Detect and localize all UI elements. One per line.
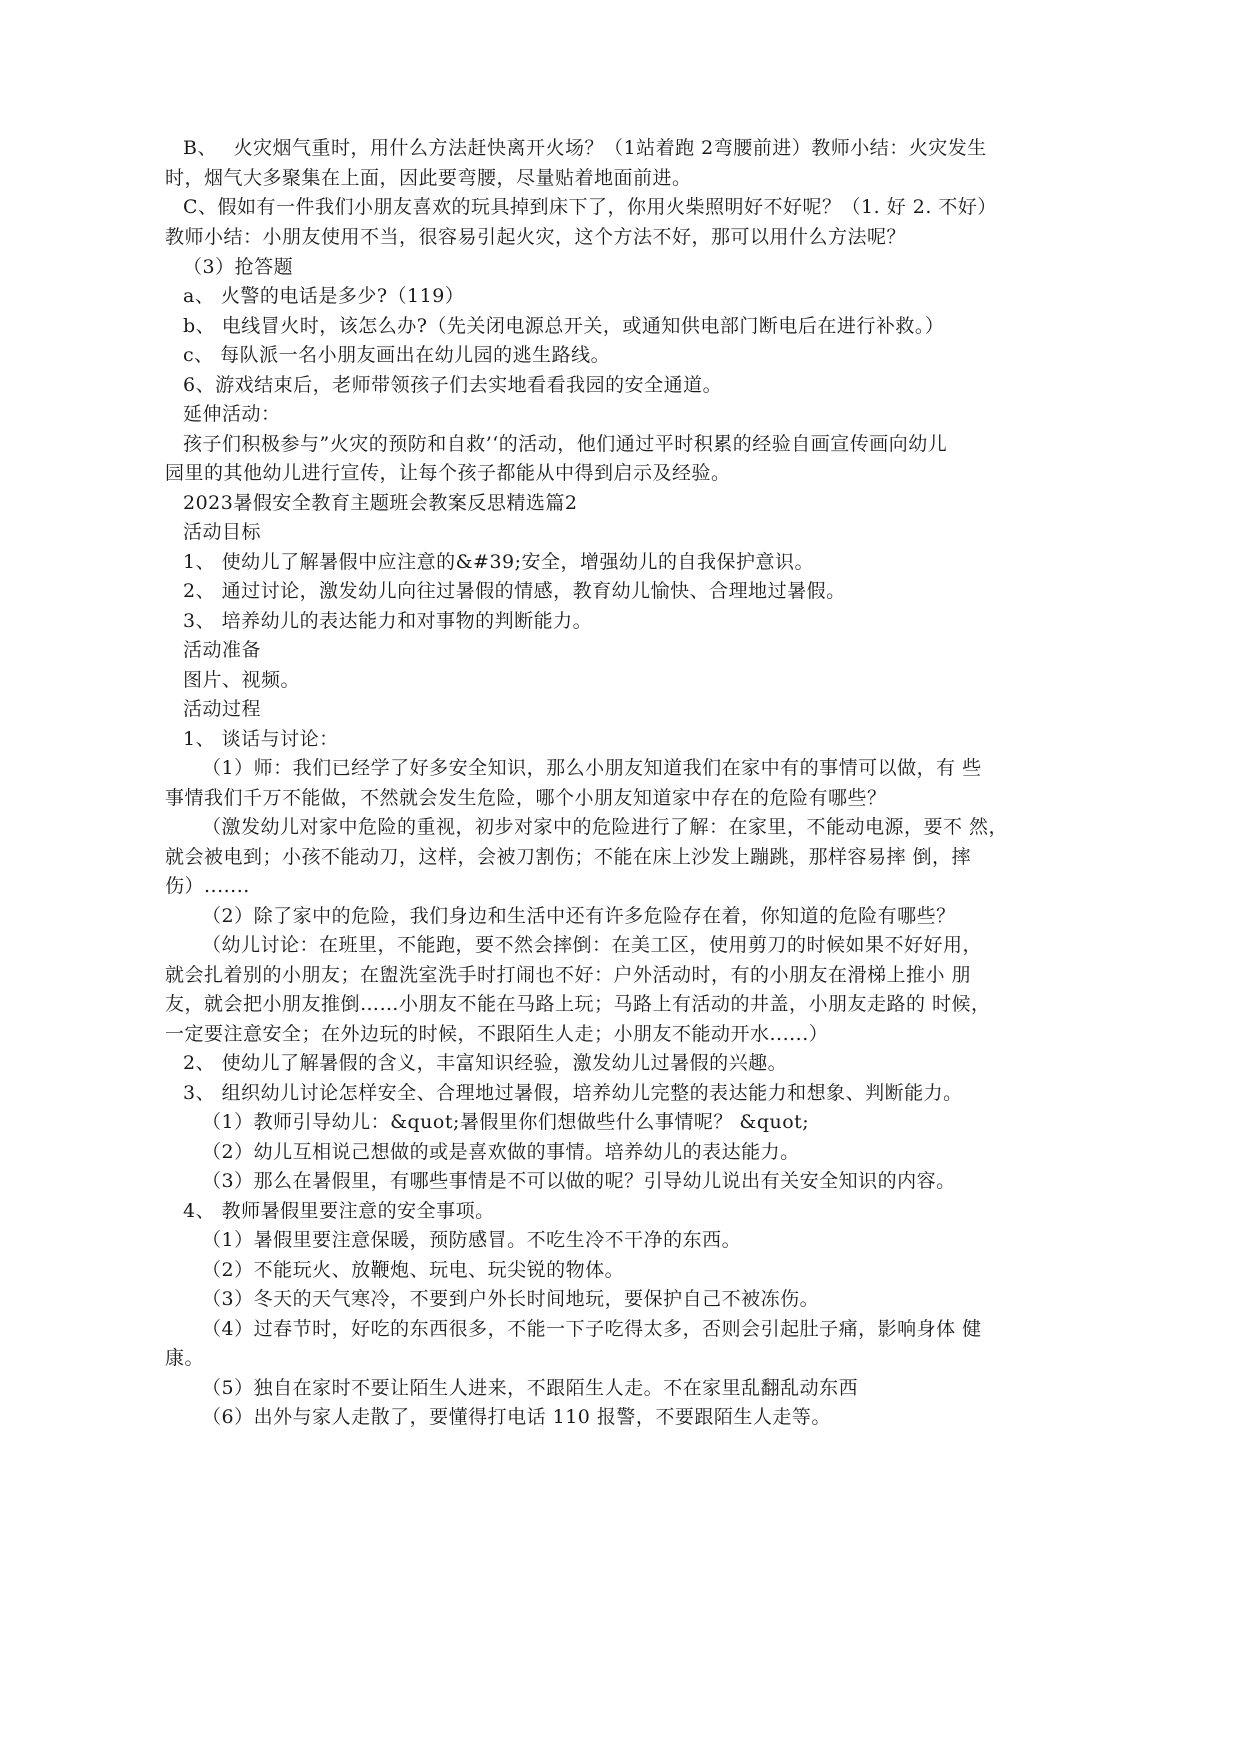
text-line: （2）不能玩火、放鞭炮、玩电、玩尖锐的物体。 <box>202 1259 625 1281</box>
text-line: 2、 通过讨论，激发幼儿向往过暑假的情感，教育幼儿愉快、合理地过暑假。 <box>183 580 846 602</box>
text-line: C、假如有一件我们小朋友喜欢的玩具掉到床下了，你用火柴照明好不好呢？（1. 好 2. 不好） <box>183 196 997 218</box>
text-line: （3）冬天的天气寒冷，不要到户外长时间地玩，要保护自己不被冻伤。 <box>202 1288 820 1310</box>
text-line: 活动准备 <box>183 639 262 661</box>
text-line: 延伸活动： <box>183 403 281 425</box>
text-line: （4）过春节时，好吃的东西很多，不能一下子吃得太多，否则会引起肚子痛，影响身体 健 <box>202 1318 982 1340</box>
text-line: 园里的其他幼儿进行宣传，让每个孩子都能从中得到启示及经验。 <box>165 462 731 484</box>
text-line: （1）师：我们已经学了好多安全知识，那么小朋友知道我们在家中有的事情可以做，有 些 <box>202 757 982 779</box>
text-line: （2）幼儿互相说己想做的或是喜欢做的事情。培养幼儿的表达能力。 <box>202 1141 800 1163</box>
text-line: 图片、视频。 <box>183 669 301 691</box>
text-line: （1）暑假里要注意保暖，预防感冒。不吃生冷不干净的东西。 <box>202 1229 742 1251</box>
text-line: 2、 使幼儿了解暑假的含义，丰富知识经验，激发幼儿过暑假的兴趣。 <box>183 1052 788 1074</box>
text-line: 4、 教师暑假里要注意的安全事项。 <box>183 1200 495 1222</box>
text-line: 6、游戏结束后，老师带领孩子们去实地看看我园的安全通道。 <box>183 374 723 396</box>
text-line: 1、 使幼儿了解暑假中应注意的&#39;安全，增强幼儿的自我保护意识。 <box>183 551 815 573</box>
text-line: 就会被电到；小孩不能动刀，这样，会被刀割伤；不能在床上沙发上蹦跳，那样容易摔 倒，摔 <box>165 846 972 868</box>
section-heading: 2023暑假安全教育主题班会教案反思精选篇2 <box>183 492 578 514</box>
text-line: （幼儿讨论：在班里，不能跑，要不然会摔倒：在美工区，使用剪刀的时候如果不好好用， <box>202 934 983 956</box>
text-line: 时，烟气大多聚集在上面，因此要弯腰，尽量贴着地面前进。 <box>165 167 692 189</box>
text-line: （激发幼儿对家中危险的重视，初步对家中的危险进行了解：在家里，不能动电源，要不 然， <box>202 816 1009 838</box>
text-line: c、 每队派一名小朋友画出在幼儿园的逃生路线。 <box>183 344 611 366</box>
text-line: 就会扎着别的小朋友；在盥洗室洗手时打闹也不好：户外活动时，有的小朋友在滑梯上推小 朋 <box>165 964 972 986</box>
text-line: 1、 谈话与讨论： <box>183 728 339 750</box>
text-line: （2）除了家中的危险，我们身边和生活中还有许多危险存在着，你知道的危险有哪些？ <box>202 905 956 927</box>
text-line: a、 火警的电话是多少?（119） <box>183 285 465 307</box>
text-line: （5）独自在家时不要让陌生人进来，不跟陌生人走。不在家里乱翻乱动东西 <box>202 1377 859 1399</box>
text-line: 3、 组织幼儿讨论怎样安全、合理地过暑假，培养幼儿完整的表达能力和想象、判断能力。 <box>183 1082 963 1104</box>
text-line: （3）抢答题 <box>183 256 294 278</box>
text-line: b、 电线冒火时，该怎么办?（先关闭电源总开关，或通知供电部门断电后在进行补救。） <box>183 315 945 337</box>
text-line: 事情我们千万不能做，不然就会发生危险，哪个小朋友知道家中存在的危险有哪些？ <box>165 787 887 809</box>
text-line: 友，就会把小朋友推倒……小朋友不能在马路上玩；马路上有活动的井盖，小朋友走路的 时候， <box>165 993 991 1015</box>
text-line: （3）那么在暑假里，有哪些事情是不可以做的呢？引导幼儿说出有关安全知识的内容。 <box>202 1170 956 1192</box>
text-line: 3、 培养幼儿的表达能力和对事物的判断能力。 <box>183 610 593 632</box>
text-line: 一定要注意安全；在外边玩的时候，不跟陌生人走；小朋友不能动开水......） <box>165 1023 829 1045</box>
text-line: 教师小结：小朋友使用不当，很容易引起火灾，这个方法不好，那可以用什么方法呢？ <box>165 226 907 248</box>
text-line: 伤）....... <box>165 875 250 897</box>
text-line: 活动目标 <box>183 521 262 543</box>
text-line: （6）出外与家人走散了，要懂得打电话 110 报警，不要跟陌生人走等。 <box>202 1406 831 1428</box>
text-line: （1）教师引导幼儿：&quot;暑假里你们想做些什么事情呢？ &quot; <box>202 1111 810 1133</box>
text-line: 活动过程 <box>183 698 262 720</box>
text-line: 康。 <box>165 1347 205 1369</box>
text-line: B、 火灾烟气重时，用什么方法赶快离开火场？（1站着跑 2弯腰前进）教师小结：火灾发生 <box>183 137 987 159</box>
text-line: 孩子们积极参与”火灾的预防和自救’‘的活动，他们通过平时积累的经验自画宣传画向幼儿 <box>183 433 948 455</box>
